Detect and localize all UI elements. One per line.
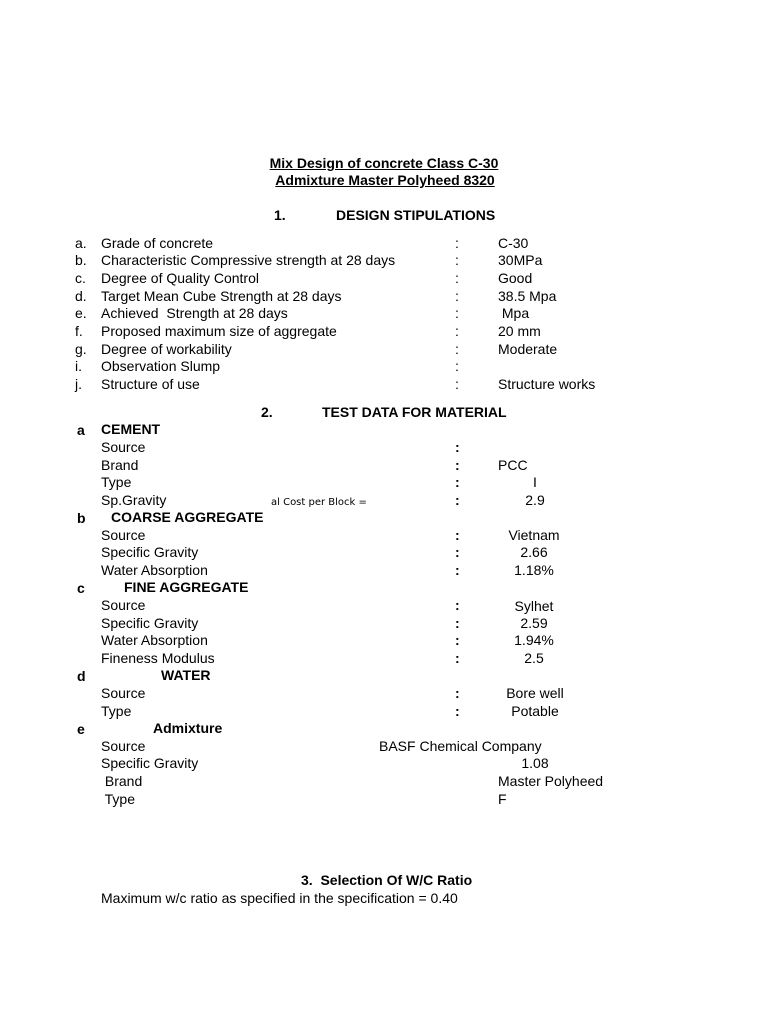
- row-value: 1.18%: [514, 562, 554, 578]
- item-value: C-30: [498, 235, 529, 251]
- row-label: Source: [101, 685, 146, 701]
- section1-number: 1.: [274, 207, 286, 223]
- item-colon: :: [455, 270, 459, 286]
- section2-number: 2.: [261, 404, 273, 420]
- item-value: Mpa: [498, 305, 530, 321]
- row-label: Brand: [101, 457, 139, 473]
- row-value: F: [498, 791, 507, 807]
- water-heading: WATER: [161, 667, 211, 683]
- row-colon: :: [455, 562, 460, 578]
- row-value: 1.08: [521, 755, 549, 771]
- row-value: 1.94%: [514, 632, 554, 648]
- coarse-letter: b: [77, 510, 86, 526]
- document-subtitle: Admixture Master Polyheed 8320: [275, 172, 495, 188]
- item-letter: e.: [75, 305, 87, 321]
- item-value: 30MPa: [498, 252, 543, 268]
- row-label: Type: [101, 791, 135, 807]
- item-label: Proposed maximum size of aggregate: [101, 323, 337, 339]
- admixture-letter: e: [77, 721, 85, 737]
- item-label: Grade of concrete: [101, 235, 214, 251]
- row-label: Specific Gravity: [101, 755, 199, 771]
- admixture-heading: Admixture: [153, 720, 223, 736]
- row-value: Sylhet: [514, 598, 554, 614]
- fine-heading: FINE AGGREGATE: [124, 579, 249, 595]
- item-label: Characteristic Compressive strength at 28 days: [101, 252, 396, 268]
- fine-letter: c: [77, 580, 85, 596]
- cement-letter: a: [77, 422, 85, 438]
- item-label: Observation Slump: [101, 358, 221, 374]
- item-value: Structure works: [498, 376, 596, 392]
- row-label: Source: [101, 439, 146, 455]
- item-value: 20 mm: [498, 323, 541, 339]
- item-letter: j.: [75, 376, 82, 392]
- row-label: Specific Gravity: [101, 615, 199, 631]
- item-value: 38.5 Mpa: [498, 288, 557, 304]
- stray-note: al Cost per Block =: [271, 497, 367, 508]
- row-value: Potable: [511, 703, 559, 719]
- item-colon: :: [455, 305, 459, 321]
- document-title: Mix Design of concrete Class C-30: [269, 155, 499, 171]
- item-colon: :: [455, 323, 459, 339]
- item-letter: b.: [75, 252, 87, 268]
- row-colon: :: [455, 685, 460, 701]
- row-label: Water Absorption: [101, 632, 208, 648]
- section3-text: Maximum w/c ratio as specified in the specification = 0.40: [101, 890, 458, 906]
- item-letter: f.: [75, 323, 83, 339]
- item-letter: d.: [75, 288, 87, 304]
- item-letter: i.: [75, 358, 82, 374]
- row-label: Sp.Gravity: [101, 492, 167, 508]
- section1-heading: DESIGN STIPULATIONS: [336, 207, 496, 223]
- row-colon: :: [455, 703, 460, 719]
- row-value: Vietnam: [508, 527, 560, 543]
- item-letter: a.: [75, 235, 87, 251]
- item-colon: :: [455, 341, 459, 357]
- item-label: Structure of use: [101, 376, 200, 392]
- item-colon: :: [455, 252, 459, 268]
- section2-heading: TEST DATA FOR MATERIAL: [322, 404, 507, 420]
- item-value: Good: [498, 270, 533, 286]
- row-value: 2.59: [520, 615, 548, 631]
- coarse-heading: COARSE AGGREGATE: [111, 509, 264, 525]
- row-label: Type: [101, 703, 132, 719]
- row-value: BASF Chemical Company: [379, 738, 542, 754]
- row-label: Source: [101, 738, 146, 754]
- row-value: 2.5: [524, 650, 544, 666]
- water-letter: d: [77, 668, 86, 684]
- row-colon: :: [455, 457, 460, 473]
- row-label: Source: [101, 597, 146, 613]
- item-label: Achieved Strength at 28 days: [101, 305, 288, 321]
- row-value: I: [533, 474, 537, 490]
- row-colon: :: [455, 492, 460, 508]
- item-colon: :: [455, 288, 459, 304]
- item-label: Degree of workability: [101, 341, 232, 357]
- row-colon: :: [455, 597, 460, 613]
- row-label: Fineness Modulus: [101, 650, 215, 666]
- row-colon: :: [455, 650, 460, 666]
- row-label: Brand: [101, 773, 143, 789]
- row-value: 2.66: [520, 544, 548, 560]
- row-label: Water Absorption: [101, 562, 208, 578]
- row-colon: :: [455, 527, 460, 543]
- item-label: Target Mean Cube Strength at 28 days: [101, 288, 342, 304]
- item-letter: c.: [75, 270, 86, 286]
- row-value: Master Polyheed: [498, 773, 604, 789]
- row-value: Bore well: [506, 685, 564, 701]
- section3-heading: 3. Selection Of W/C Ratio: [301, 872, 473, 888]
- item-letter: g.: [75, 341, 87, 357]
- item-colon: :: [455, 235, 459, 251]
- item-value: Moderate: [498, 341, 558, 357]
- row-value: PCC: [498, 457, 528, 473]
- row-label: Specific Gravity: [101, 544, 199, 560]
- item-colon: :: [455, 358, 459, 374]
- cement-heading: CEMENT: [101, 421, 161, 437]
- row-label: Type: [101, 474, 132, 490]
- row-colon: :: [455, 632, 460, 648]
- item-colon: :: [455, 376, 459, 392]
- row-colon: :: [455, 615, 460, 631]
- row-value: 2.9: [525, 492, 545, 508]
- row-colon: :: [455, 439, 460, 455]
- item-label: Degree of Quality Control: [101, 270, 259, 286]
- row-colon: :: [455, 474, 460, 490]
- row-label: Source: [101, 527, 146, 543]
- row-colon: :: [455, 544, 460, 560]
